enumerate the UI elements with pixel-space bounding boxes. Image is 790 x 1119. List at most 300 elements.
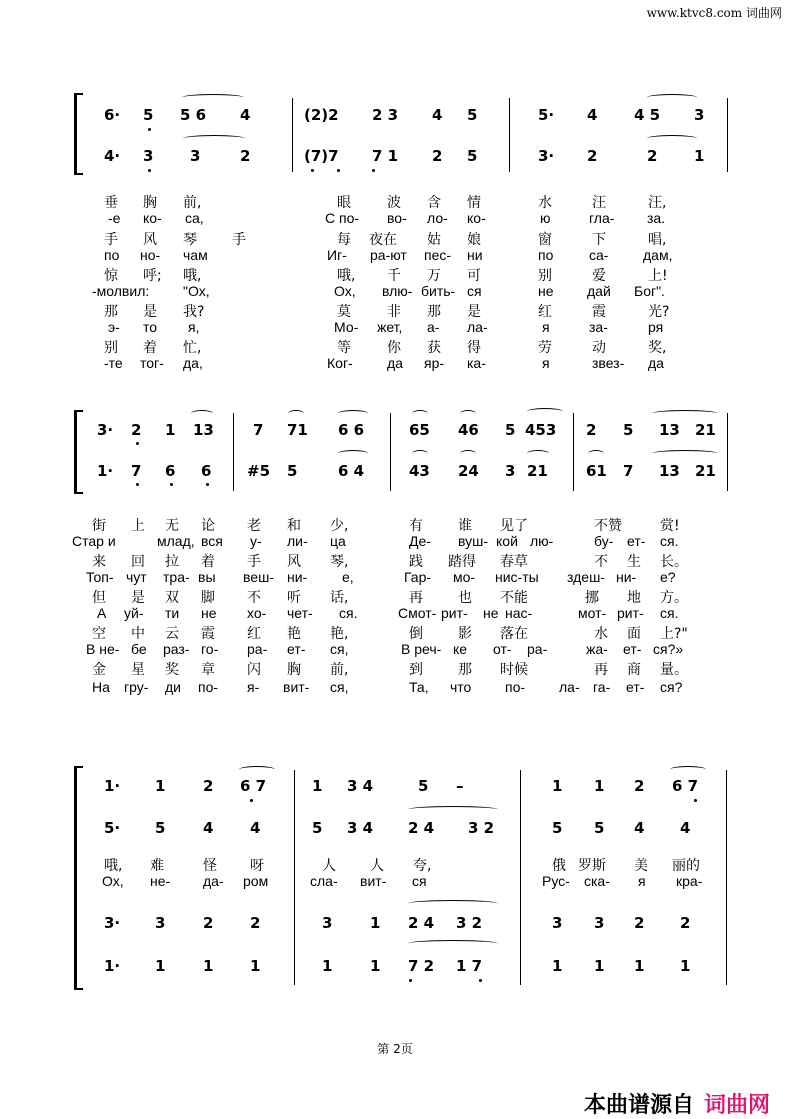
note: 24	[458, 462, 479, 480]
lyric: 挪	[585, 590, 599, 606]
lyric: 怪	[203, 858, 217, 874]
lyric: ка-	[467, 355, 486, 371]
lyric: то	[143, 319, 158, 335]
lyric-line	[0, 192, 790, 209]
note: 1 7	[456, 957, 483, 975]
lyric: 汪,	[648, 195, 667, 211]
lyric: 下	[592, 232, 606, 248]
lyric: 获	[427, 340, 441, 356]
lyric: ет-	[287, 641, 306, 657]
note: 4·	[104, 147, 121, 165]
lyric: 星	[131, 662, 145, 678]
lyric: 含	[427, 195, 441, 211]
lyric: 手	[104, 232, 118, 248]
lyric: да,	[183, 355, 203, 371]
note: 7	[623, 462, 634, 480]
lyric: ла-	[559, 679, 580, 695]
lyric: 眼	[337, 195, 351, 211]
lyric: Рус-	[542, 873, 570, 889]
note: 1	[165, 421, 176, 439]
source-brand[interactable]: 词曲网	[703, 1093, 770, 1118]
lyric: мо-	[453, 569, 476, 585]
lyric: 我?	[183, 304, 205, 320]
lyric: 胸	[143, 195, 157, 211]
lyric-line	[0, 659, 790, 676]
note: 4 5	[634, 106, 661, 124]
note: 6 6	[338, 421, 365, 439]
lyric-line	[0, 337, 790, 354]
note: 2	[250, 914, 261, 932]
lyric: ся.	[660, 605, 679, 621]
tie-arc	[408, 806, 498, 813]
lyric: 倒	[409, 626, 423, 642]
lyric: 哦,	[104, 858, 123, 874]
lyric: 踏得	[448, 554, 476, 570]
lyric-line	[0, 229, 790, 246]
note: –	[456, 777, 464, 795]
lyric: сла-	[310, 873, 338, 889]
lyric: 人	[322, 858, 336, 874]
lyric: 量。	[660, 662, 688, 678]
lyric: 夸,	[413, 858, 432, 874]
note: 3	[505, 462, 516, 480]
lyric: 不	[594, 554, 608, 570]
note: 3	[190, 147, 201, 165]
note: 5·	[104, 819, 121, 837]
note: 3 4	[347, 819, 374, 837]
note: 4	[250, 819, 261, 837]
lyric: 水	[594, 626, 608, 642]
lyric: веш-	[243, 569, 274, 585]
lyric: 每	[337, 232, 351, 248]
lyric: бе	[131, 641, 147, 657]
lyric: Гар-	[404, 569, 432, 585]
lyric: мот-	[578, 605, 607, 621]
note: 1	[680, 957, 691, 975]
lyric: ра-ют	[370, 247, 407, 263]
note: 65	[409, 421, 430, 439]
lyric: 艳	[287, 626, 301, 642]
note: 5	[505, 421, 516, 439]
note: 6	[165, 462, 176, 480]
lyric: 风	[143, 232, 157, 248]
lyric: 霞	[201, 626, 215, 642]
lyric: Та,	[409, 679, 429, 695]
lyric: 双	[165, 590, 179, 606]
lyric: гру-	[124, 679, 149, 695]
note: 3	[552, 914, 563, 932]
lyric: 不赞	[594, 518, 622, 534]
octave-dot	[136, 442, 139, 445]
lyric: ди	[165, 679, 181, 695]
page-number: 第 2页	[377, 1042, 413, 1056]
lyric-line	[0, 679, 790, 696]
note: 5	[594, 819, 605, 837]
lyric: 上!	[648, 268, 668, 284]
note: 7	[131, 462, 142, 480]
octave-dot	[372, 169, 375, 172]
lyric: ром	[243, 873, 269, 889]
note: 6·	[104, 106, 121, 124]
note: 3·	[97, 421, 114, 439]
lyric: ни-	[287, 569, 308, 585]
tie-arc	[191, 410, 213, 417]
lyric: 那	[104, 304, 118, 320]
lyric: жа-	[586, 641, 608, 657]
note: 5·	[538, 106, 555, 124]
lyric: что	[450, 679, 472, 695]
lyric: ло-	[427, 210, 448, 226]
lyric: ся	[467, 283, 482, 299]
note: 2 4	[408, 819, 435, 837]
note: #5	[247, 462, 271, 480]
octave-dot	[148, 169, 151, 172]
lyric: вся	[201, 533, 223, 549]
lyric: 再	[409, 590, 423, 606]
lyric: я	[638, 873, 646, 889]
note: 1	[370, 957, 381, 975]
lyric: у-	[250, 533, 262, 549]
lyric: 别	[538, 268, 552, 284]
note: 61	[586, 462, 607, 480]
lyric: ся.	[660, 533, 679, 549]
lyric: 那	[427, 304, 441, 320]
lyric: 奖	[165, 662, 179, 678]
lyric: 春草	[500, 554, 528, 570]
lyric: 践	[409, 554, 423, 570]
note: 13	[659, 421, 680, 439]
lyric-line	[0, 855, 790, 872]
lyric: хо-	[247, 605, 267, 621]
lyric: Мо-	[334, 319, 359, 335]
lyric: не-	[150, 873, 171, 889]
lyric: жет,	[377, 319, 403, 335]
note: 1	[203, 957, 214, 975]
lyric: 娘	[467, 232, 481, 248]
octave-dot	[409, 979, 412, 982]
lyric: от-	[493, 641, 512, 657]
note: 6 7	[240, 777, 267, 795]
note: 43	[409, 462, 430, 480]
lyric: вит-	[360, 873, 387, 889]
lyric: 手	[232, 232, 246, 248]
note: 4	[240, 106, 251, 124]
lyric: Стар и	[72, 533, 116, 549]
lyric: ла-	[467, 319, 488, 335]
lyric: 俄	[552, 858, 566, 874]
lyric: 前,	[183, 195, 202, 211]
note: 2	[586, 421, 597, 439]
notation-row	[0, 819, 790, 839]
lyric: 到	[409, 662, 423, 678]
note: 6 4	[338, 462, 365, 480]
lyric: 面	[627, 626, 641, 642]
lyric: 呼;	[143, 268, 162, 284]
note: 3 2	[456, 914, 483, 932]
lyric: гла-	[589, 210, 615, 226]
lyric: 胸	[287, 662, 301, 678]
lyric: ся.	[339, 605, 358, 621]
lyric: Смот-	[398, 605, 437, 621]
lyric: 话,	[330, 590, 349, 606]
lyric-line	[0, 605, 790, 622]
note: 1	[634, 957, 645, 975]
lyric: раз-	[163, 641, 190, 657]
lyric: 金	[92, 662, 106, 678]
note: (2)2	[304, 106, 339, 124]
lyric: Ког-	[327, 355, 353, 371]
note: 4	[634, 819, 645, 837]
lyric: ца	[330, 533, 346, 549]
lyric: дай	[587, 283, 611, 299]
lyric: дам,	[643, 247, 673, 263]
lyric: ся,	[330, 679, 349, 695]
note: 5	[418, 777, 429, 795]
lyric: чет-	[287, 605, 313, 621]
notation-row	[0, 957, 790, 977]
lyric: 丽的	[672, 858, 700, 874]
lyric: бить-	[421, 283, 456, 299]
tie-arc	[527, 408, 563, 415]
lyric: 红	[247, 626, 261, 642]
note: 21	[695, 462, 716, 480]
lyric-line	[0, 641, 790, 658]
note: 5	[467, 147, 478, 165]
note: 13	[659, 462, 680, 480]
lyric: ся?	[660, 679, 683, 695]
note: 7	[253, 421, 264, 439]
note: 3	[155, 914, 166, 932]
note: 2	[432, 147, 443, 165]
lyric: Топ-	[86, 569, 114, 585]
octave-dot	[206, 483, 209, 486]
lyric: 劳	[538, 340, 552, 356]
lyric: Ох,	[334, 283, 356, 299]
lyric-line	[0, 247, 790, 264]
lyric: 窗	[538, 232, 552, 248]
note: 2	[203, 914, 214, 932]
lyric: 你	[387, 340, 401, 356]
lyric: по-	[505, 679, 526, 695]
lyric-line	[0, 569, 790, 586]
notation-row	[0, 106, 790, 126]
lyric: са,	[185, 210, 204, 226]
lyric: 拉	[165, 554, 179, 570]
note: 5	[467, 106, 478, 124]
octave-dot	[250, 799, 253, 802]
lyric: 艳,	[330, 626, 349, 642]
lyric: В реч-	[401, 641, 442, 657]
lyric: 夜在	[369, 232, 397, 248]
lyric: 得	[467, 340, 481, 356]
octave-dot	[170, 483, 173, 486]
lyric: -те	[104, 355, 123, 371]
tie-arc	[670, 766, 706, 773]
site-url: www.ktvc8.com	[646, 6, 743, 20]
lyric: за-	[589, 319, 608, 335]
lyric: ся,	[330, 641, 349, 657]
tie-arc	[338, 410, 368, 417]
lyric: 爱	[592, 268, 606, 284]
lyric: 呀	[250, 858, 264, 874]
note: 3 4	[347, 777, 374, 795]
lyric: пес-	[424, 247, 452, 263]
lyric: 方。	[660, 590, 688, 606]
source-credit	[584, 1088, 770, 1119]
lyric: -	[463, 605, 468, 621]
lyric: 老	[247, 518, 261, 534]
note: 5 6	[180, 106, 207, 124]
note: 2	[240, 147, 251, 165]
note: 21	[695, 421, 716, 439]
lyric: -молвил:	[92, 283, 150, 299]
lyric: 千	[387, 268, 401, 284]
note: 5	[155, 819, 166, 837]
note: 1	[155, 777, 166, 795]
lyric: бу-	[594, 533, 614, 549]
lyric: 美	[634, 858, 648, 874]
lyric-line	[0, 623, 790, 640]
lyric: Ох,	[102, 873, 124, 889]
note: 1·	[104, 957, 121, 975]
tie-arc	[408, 900, 498, 907]
note: (7)7	[304, 147, 339, 165]
note: 1·	[104, 777, 121, 795]
lyric: са-	[589, 247, 609, 263]
lyric: ни-	[616, 569, 637, 585]
lyric: 脚	[201, 590, 215, 606]
tie-arc	[652, 450, 718, 457]
lyric: 少,	[330, 518, 349, 534]
lyric: 霞	[592, 304, 606, 320]
lyric: ли-	[287, 533, 308, 549]
note: 1	[370, 914, 381, 932]
lyric-line	[0, 551, 790, 568]
lyric: но-	[140, 247, 161, 263]
note: 1	[694, 147, 705, 165]
lyric: ра-	[247, 641, 268, 657]
lyric: яр-	[424, 355, 445, 371]
lyric: 着	[201, 554, 215, 570]
lyric: 垂	[104, 195, 118, 211]
lyric: 是	[131, 590, 145, 606]
lyric: 等	[337, 340, 351, 356]
lyric: да	[387, 355, 403, 371]
lyric: вит-	[283, 679, 310, 695]
lyric: 街	[92, 518, 106, 534]
lyric: вы	[198, 569, 216, 585]
lyric: 动	[592, 340, 606, 356]
note: 4	[680, 819, 691, 837]
source-label: 本曲谱源自	[583, 1093, 694, 1118]
lyric: 云	[165, 626, 179, 642]
note: 1	[552, 957, 563, 975]
lyric: во-	[387, 210, 407, 226]
lyric: по	[104, 247, 120, 263]
lyric: Иг-	[327, 247, 347, 263]
lyric: С по-	[325, 210, 360, 226]
tie-arc	[182, 94, 244, 101]
lyric: 再	[594, 662, 608, 678]
lyric: 是	[467, 304, 481, 320]
note: 2	[634, 914, 645, 932]
lyric: 非	[387, 304, 401, 320]
lyric: 闪	[247, 662, 261, 678]
lyric: ся?»	[653, 641, 684, 657]
lyric: 上?"	[660, 626, 688, 642]
lyric: В не-	[86, 641, 120, 657]
lyric: 奖,	[648, 340, 667, 356]
tie-arc	[183, 135, 245, 142]
lyric: 章	[201, 662, 215, 678]
lyric: А	[97, 605, 107, 621]
lyric: 姑	[427, 232, 441, 248]
lyric: э-	[108, 319, 120, 335]
note: 1	[312, 777, 323, 795]
lyric: нас-	[505, 605, 533, 621]
note: 2	[203, 777, 214, 795]
lyric: 影	[458, 626, 472, 642]
site-watermark	[647, 4, 782, 21]
octave-dot	[311, 169, 314, 172]
lyric: а-	[427, 319, 440, 335]
note: 13	[193, 421, 214, 439]
lyric: 人	[370, 858, 384, 874]
lyric-line	[0, 319, 790, 336]
lyric: 商	[627, 662, 641, 678]
lyric: здеш-	[567, 569, 605, 585]
lyric: рит-	[617, 605, 644, 621]
lyric: 汪	[592, 195, 606, 211]
lyric: 惊	[104, 268, 118, 284]
note: 71	[287, 421, 308, 439]
lyric-line	[0, 533, 790, 550]
lyric-line	[0, 283, 790, 300]
note: 1	[594, 957, 605, 975]
note: 7 1	[372, 147, 399, 165]
notation-row	[0, 777, 790, 797]
tie-arc	[647, 135, 697, 142]
lyric: 万	[427, 268, 441, 284]
note: 3	[322, 914, 333, 932]
lyric: 光?	[648, 304, 670, 320]
lyric: чам	[183, 247, 208, 263]
octave-dot	[694, 799, 697, 802]
lyric: ря	[648, 319, 664, 335]
lyric: 来	[92, 554, 106, 570]
note: 3	[143, 147, 154, 165]
lyric: ет-	[626, 679, 645, 695]
note: 3 2	[468, 819, 495, 837]
lyric: лю-	[530, 533, 554, 549]
lyric: чут	[126, 569, 147, 585]
lyric: 着	[143, 340, 157, 356]
note: 4	[203, 819, 214, 837]
octave-dot	[148, 128, 151, 131]
lyric: вуш-	[458, 533, 489, 549]
lyric: 波	[387, 195, 401, 211]
lyric: не	[201, 605, 217, 621]
lyric: не	[538, 283, 554, 299]
lyric: за.	[647, 210, 666, 226]
note: 2 3	[372, 106, 399, 124]
lyric: 上	[131, 518, 145, 534]
note: 2	[131, 421, 142, 439]
tie-arc	[412, 410, 428, 417]
lyric: 罗斯	[578, 858, 606, 874]
tie-arc	[652, 410, 718, 417]
lyric: 水	[538, 195, 552, 211]
